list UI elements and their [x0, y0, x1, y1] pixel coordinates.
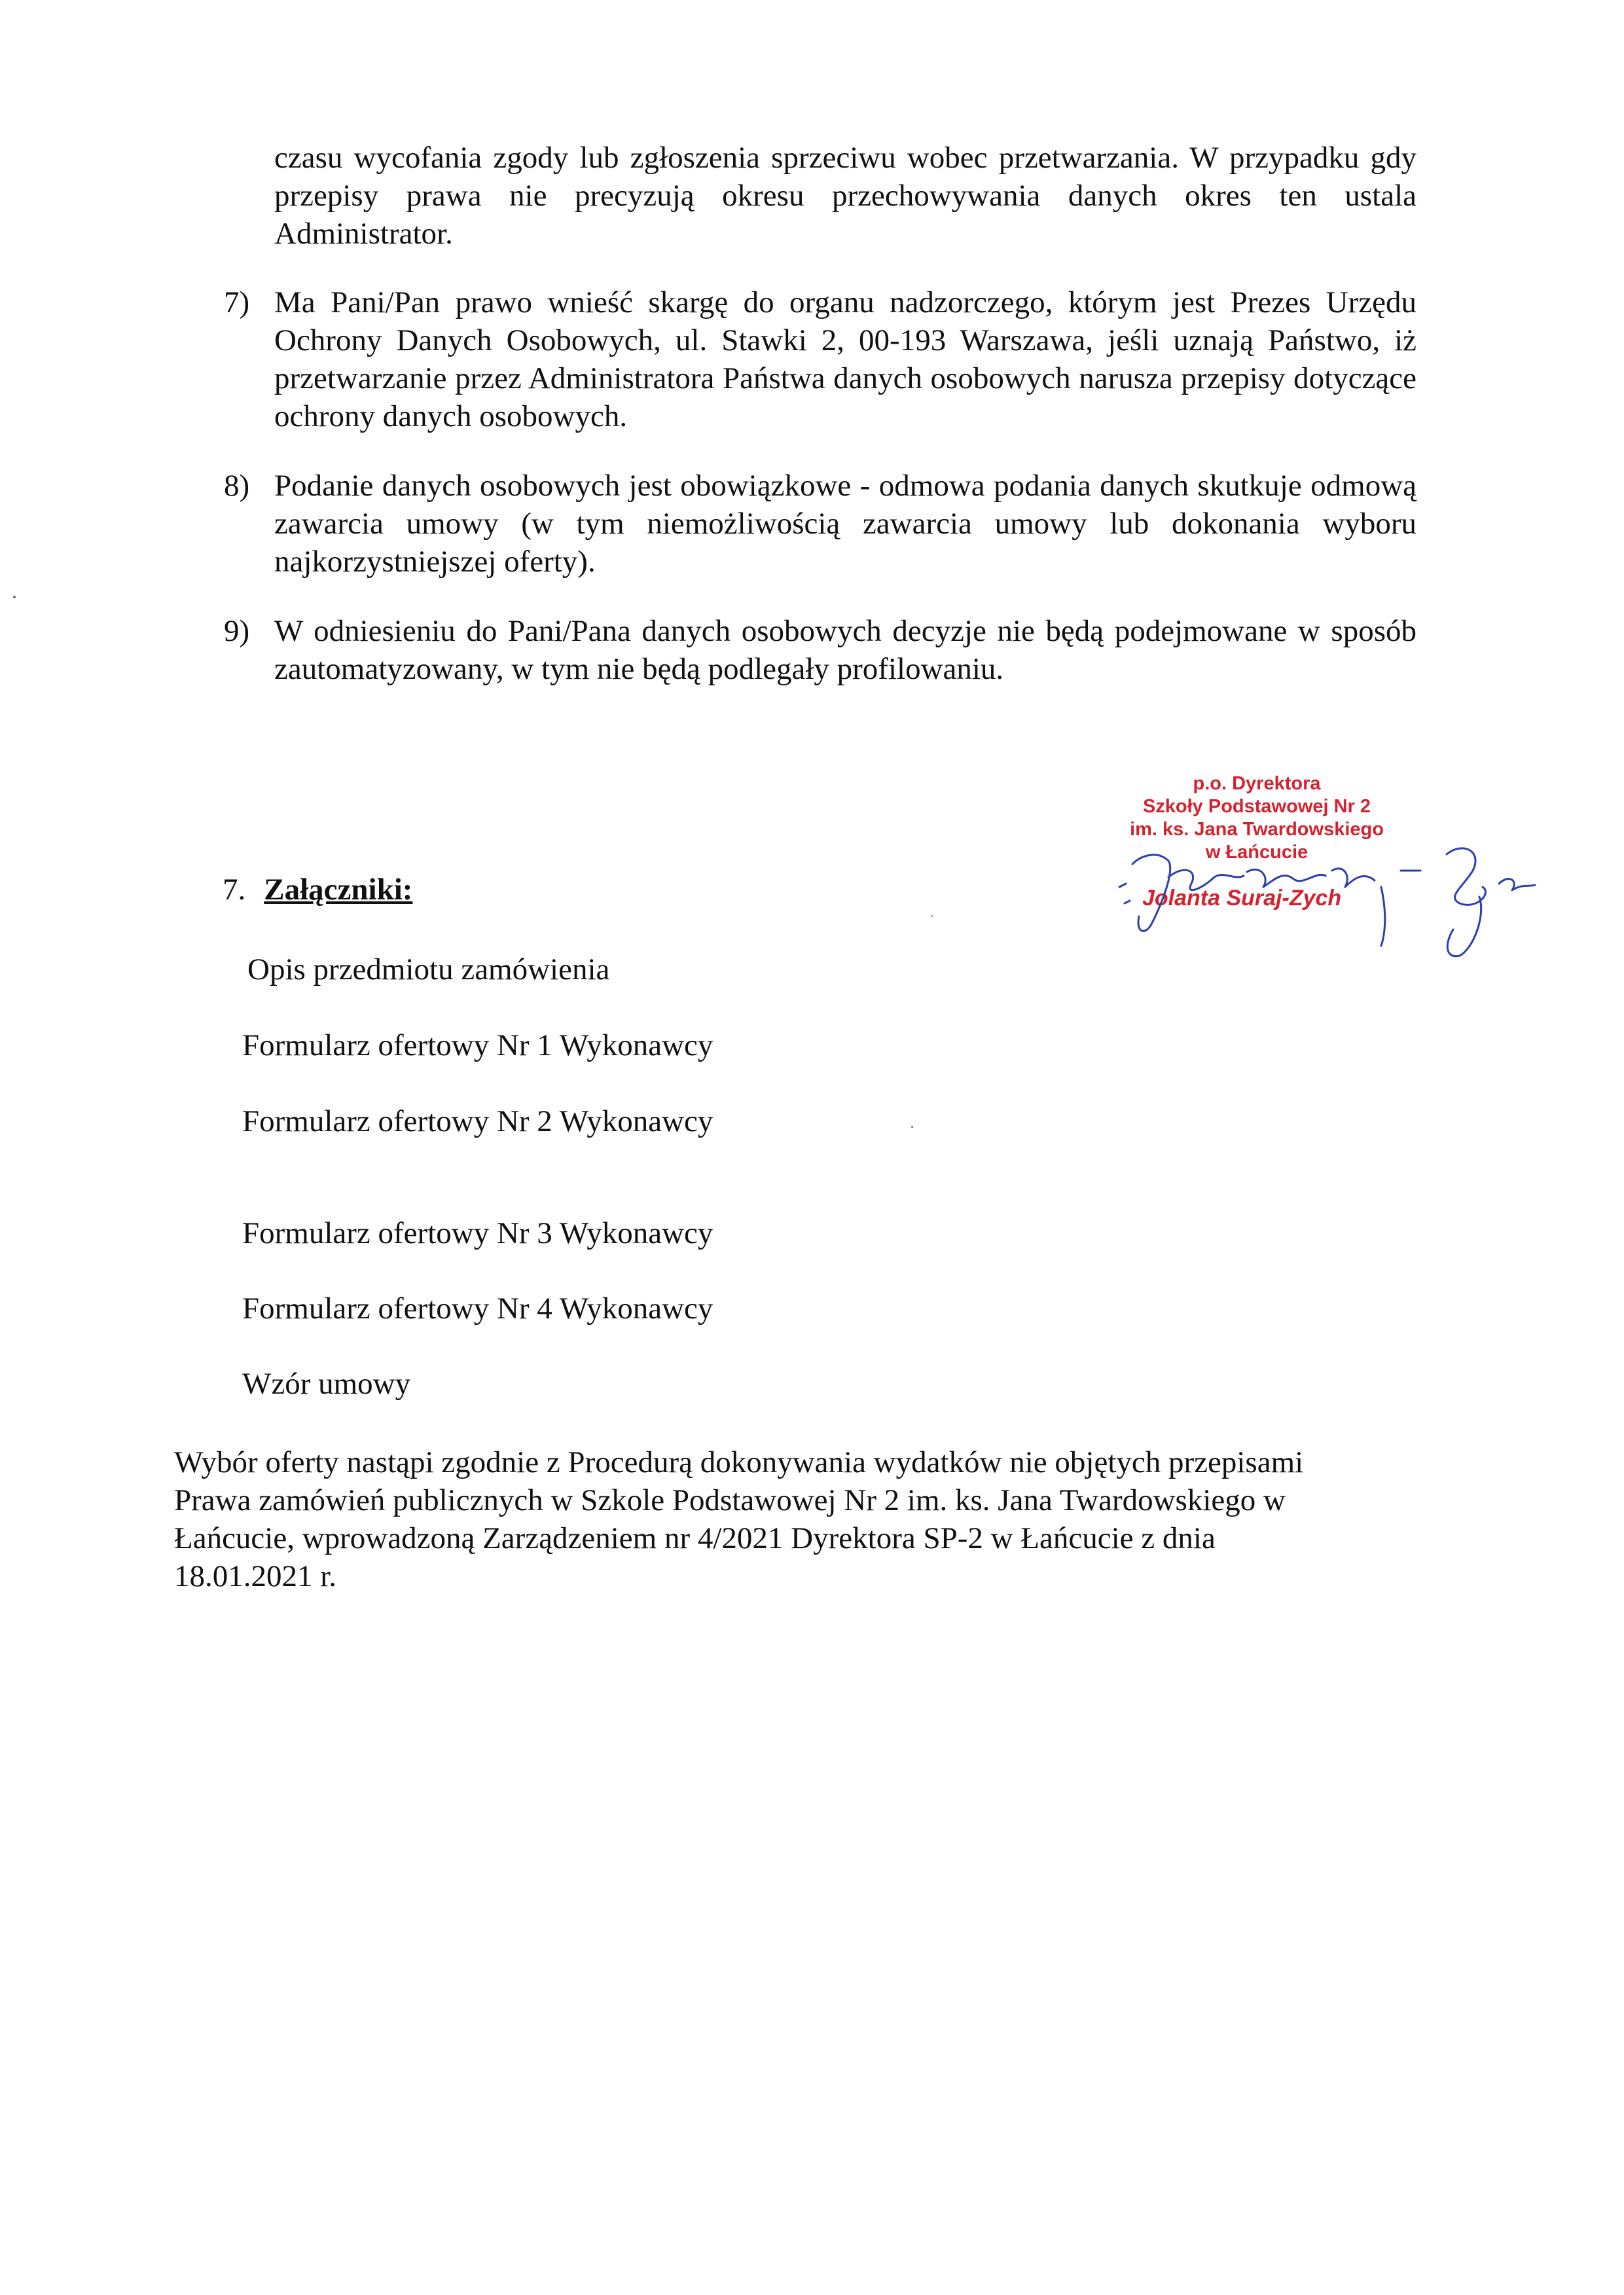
item-9-text: W odniesieniu do Pani/Pana danych osobowych decyzje nie będą podejmowane w sposób zautomatyzowany, w tym nie będą podlegały profilowaniu. [274, 614, 1416, 686]
closing-paragraph [174, 1443, 1418, 1595]
attachment-item: Formularz ofertowy Nr 2 Wykonawcy [242, 1104, 713, 1138]
stamp-line-4: w Łańcucie [1205, 842, 1308, 863]
stamp-line-1: p.o. Dyrektora [1193, 773, 1321, 794]
closing-line-3: Łańcucie, wprowadzoną Zarządzeniem nr 4/2021 Dyrektora SP-2 w Łańcucie z dnia [174, 1521, 1216, 1555]
closing-line-2: Prawa zamówień publicznych w Szkole Podstawowej Nr 2 im. ks. Jana Twardowskiego w [174, 1483, 1286, 1517]
section-number: 7. [223, 873, 246, 907]
section-title: Załączniki: [264, 873, 413, 907]
intro-paragraph: czasu wycofania zgody lub zgłoszenia sprzeciwu wobec przetwarzania. W przypadku gdy przepisy prawa nie precyzują okresu przechowywania danych okres ten ustala Administrator. [274, 141, 1416, 251]
closing-line-1: Wybór oferty nastąpi zgodnie z Procedurą dokonywania wydatków nie objętych przepisami [174, 1445, 1304, 1479]
attachment-item: Wzór umowy [242, 1367, 411, 1401]
attachment-item: Formularz ofertowy Nr 1 Wykonawcy [242, 1028, 713, 1062]
scan-speck [911, 1126, 913, 1128]
item-7-text: Ma Pani/Pan prawo wnieść skargę do organu nadzorczego, którym jest Prezes Urzędu Ochrony Danych Osobowych, ul. Stawki 2, 00-193 Warszawa, jeśli uznają Państwo, iż przetwarzanie przez Administratora Państwa danych osobowych narusza przepisy dotyczące ochrony danych osobowych. [274, 285, 1416, 433]
scan-speck [13, 596, 16, 598]
item-8-text: Podanie danych osobowych jest obowiązkowe - odmowa podania danych skutkuje odmową zawarcia umowy (w tym niemożliwością zawarcia umowy lub dokonania wyboru najkorzystniejszej oferty). [274, 469, 1416, 579]
attachment-item: Formularz ofertowy Nr 3 Wykonawcy [242, 1216, 713, 1250]
handwritten-signature [1106, 825, 1538, 969]
attachment-item: Opis przedmiotu zamówienia [247, 952, 610, 986]
item-9-number: 9) [224, 614, 250, 648]
scan-speck [931, 915, 933, 917]
stamp-line-2: Szkoły Podstawowej Nr 2 [1142, 796, 1371, 817]
item-7-number: 7) [224, 285, 250, 319]
stamp-name: Jolanta Suraj-Zych [1142, 886, 1342, 911]
closing-line-4: 18.01.2021 r. [174, 1559, 337, 1593]
attachments-heading [223, 871, 412, 909]
stamp-line-3: im. ks. Jana Twardowskiego [1130, 819, 1384, 840]
item-8-number: 8) [224, 469, 250, 503]
attachment-item: Formularz ofertowy Nr 4 Wykonawcy [242, 1292, 713, 1326]
